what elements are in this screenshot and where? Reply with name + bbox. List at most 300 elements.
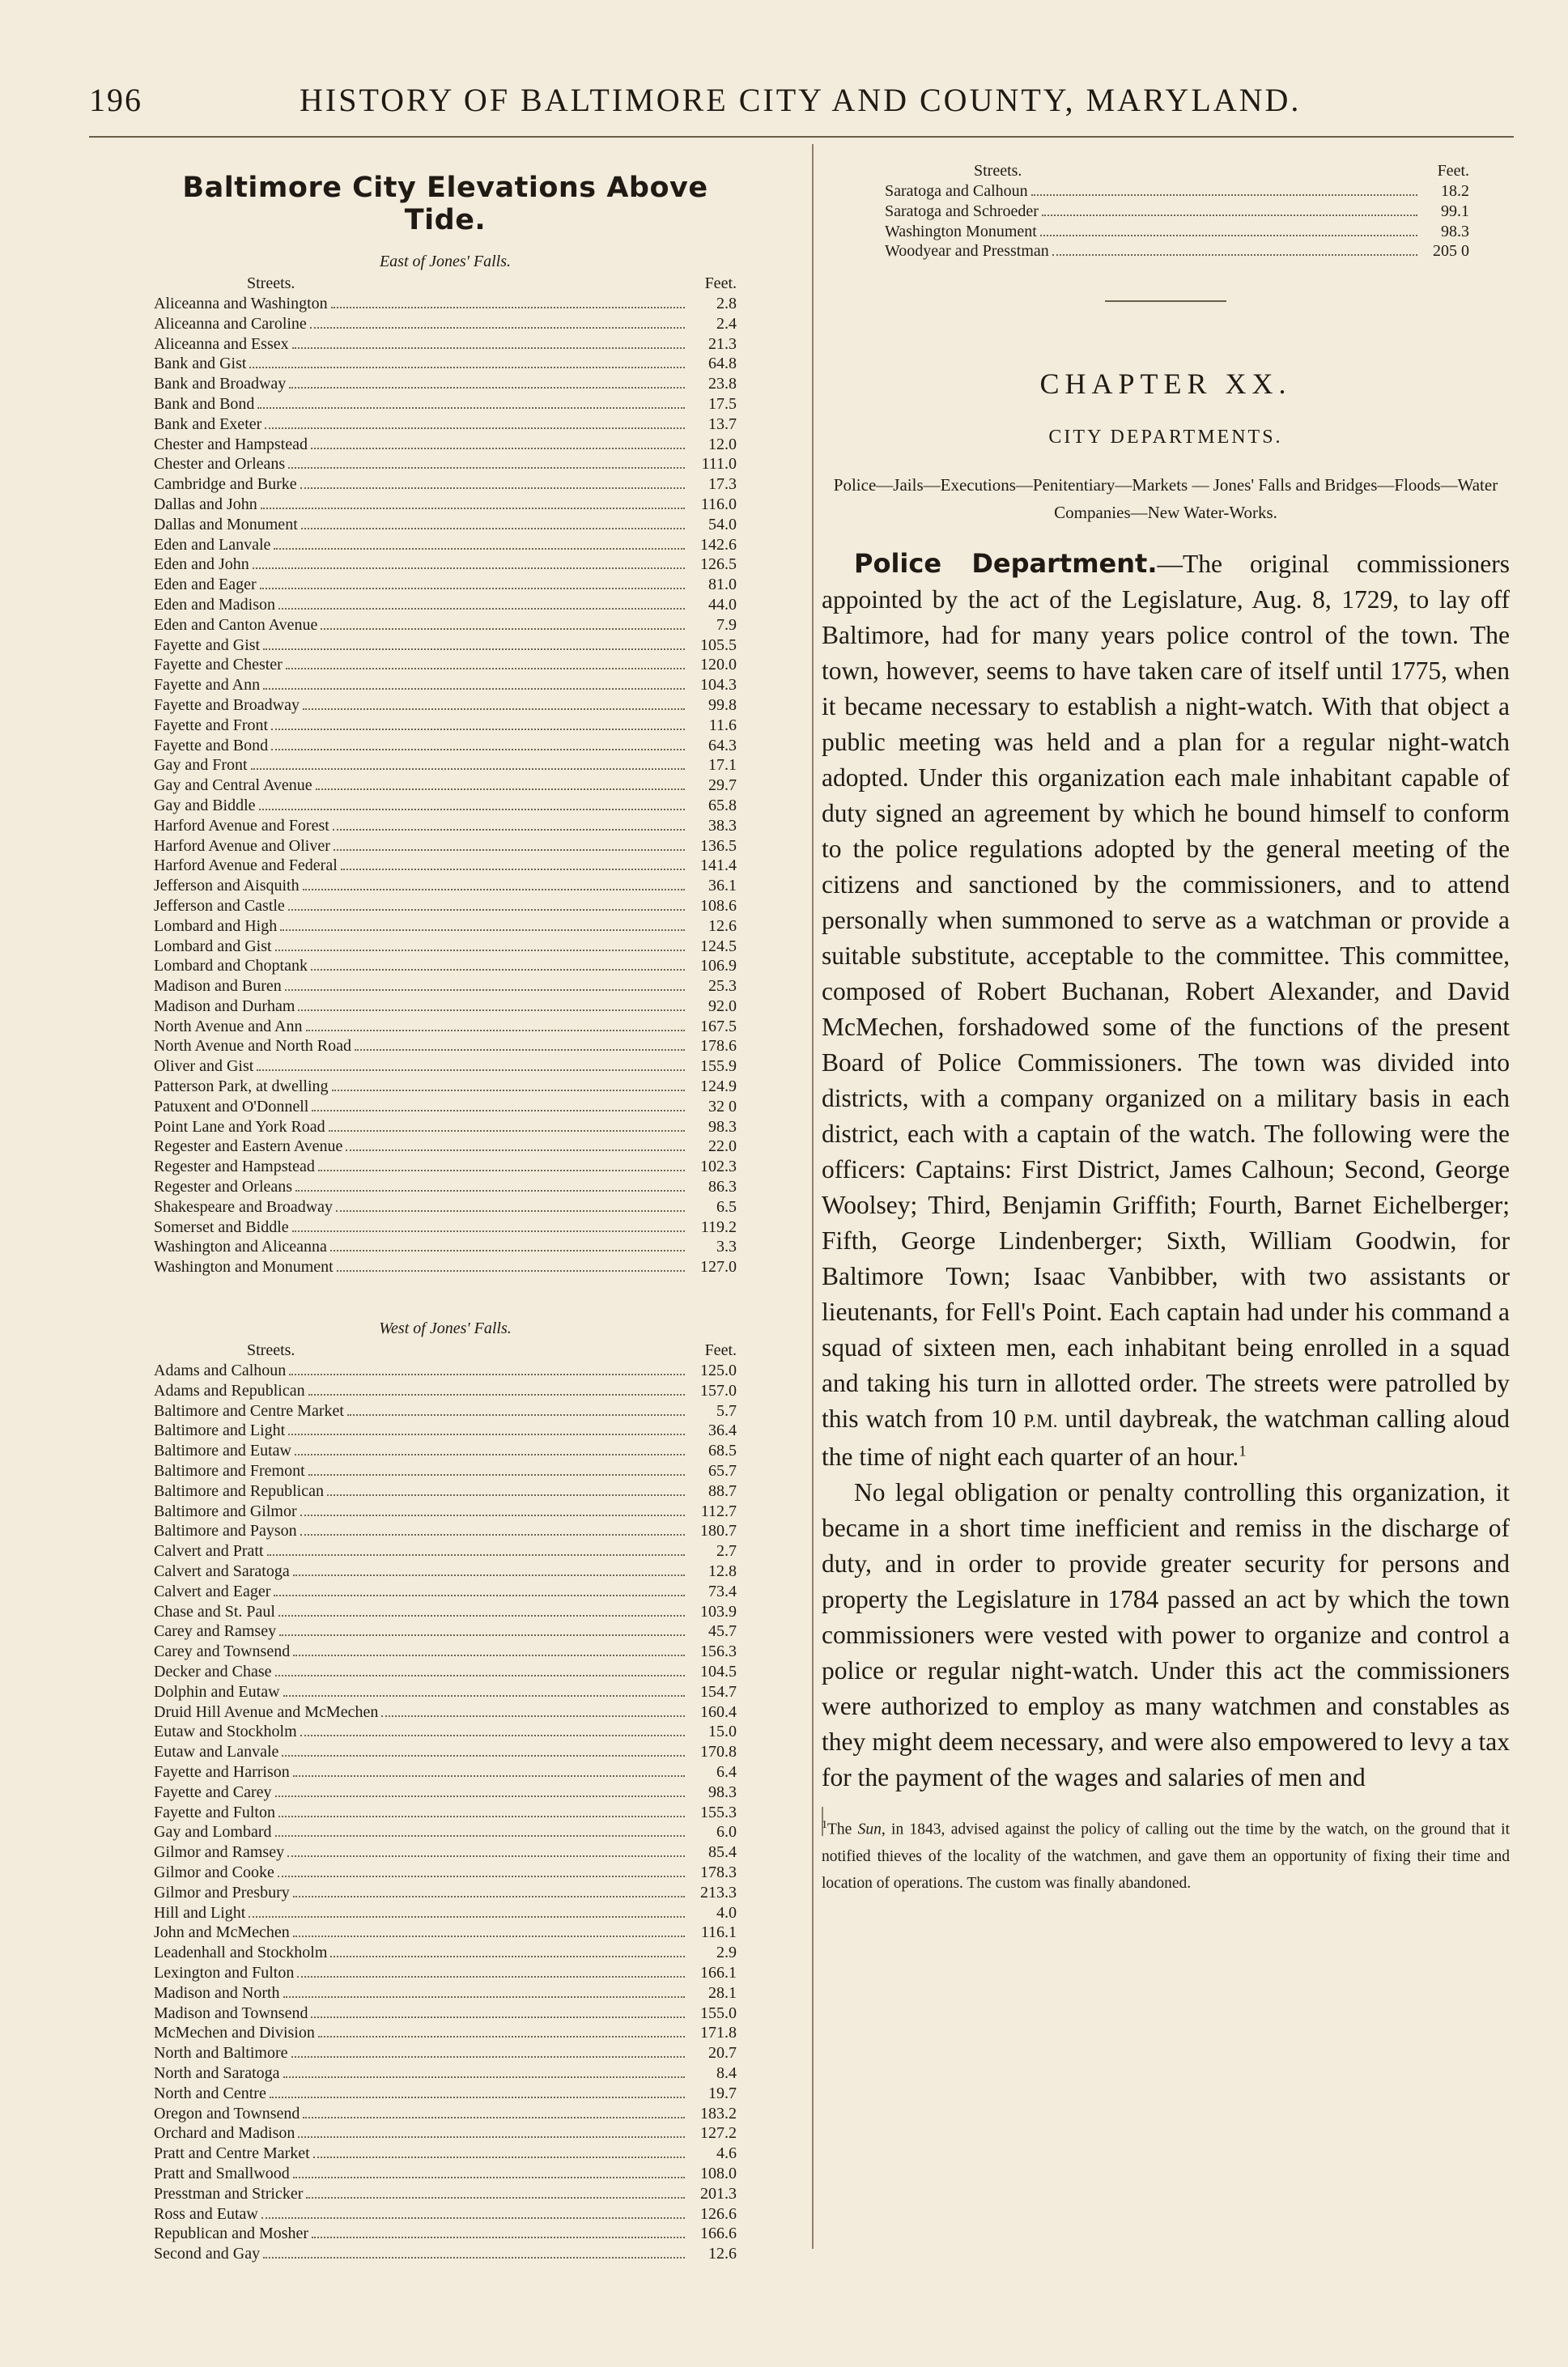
dot-leader bbox=[1042, 215, 1417, 216]
east-caption: East of Jones' Falls. bbox=[379, 253, 512, 270]
dot-leader bbox=[303, 708, 685, 710]
street-name: Gay and Central Avenue bbox=[154, 776, 312, 795]
street-name: Baltimore and Eutaw bbox=[154, 1442, 291, 1460]
dot-leader bbox=[312, 1110, 685, 1111]
body-text bbox=[822, 546, 1510, 1795]
dot-leader bbox=[306, 1030, 686, 1031]
table-row bbox=[154, 1923, 737, 1943]
table-row bbox=[154, 555, 737, 575]
street-name: North Avenue and North Road bbox=[154, 1037, 352, 1056]
table-row bbox=[154, 1401, 737, 1421]
dot-leader bbox=[1052, 254, 1417, 256]
dot-leader bbox=[283, 1996, 685, 1998]
table-row bbox=[154, 1662, 737, 1682]
elevation-feet: 126.5 bbox=[700, 555, 737, 574]
footnote-text: , in 1843, advised against the policy of calling out the time by the watch, on the ground that it notified thieves of the locality of the watchmen, and gave them an opportunity of fixing their time and location of operations. The custom was finally abandoned. bbox=[822, 1821, 1510, 1892]
elevation-feet: 155.0 bbox=[700, 2004, 737, 2022]
elevation-feet: 112.7 bbox=[700, 1502, 737, 1520]
street-name: Fayette and Bond bbox=[154, 736, 269, 754]
street-name: Harford Avenue and Federal bbox=[154, 856, 338, 875]
dot-leader bbox=[303, 2117, 685, 2118]
west-streets-header: Streets. bbox=[247, 1341, 295, 1360]
elevation-feet: 156.3 bbox=[700, 1642, 737, 1661]
street-name: Gilmor and Cooke bbox=[154, 1863, 274, 1881]
elevation-feet: 157.0 bbox=[700, 1381, 737, 1400]
street-name: Baltimore and Republican bbox=[154, 1481, 324, 1500]
street-name: Saratoga and Calhoun bbox=[885, 182, 1028, 200]
elevation-feet: 201.3 bbox=[700, 2184, 737, 2203]
street-name: Decker and Chase bbox=[154, 1663, 272, 1681]
table-row bbox=[154, 595, 737, 615]
elevation-feet: 136.5 bbox=[700, 836, 737, 855]
dot-leader bbox=[288, 1434, 685, 1435]
elevation-feet: 12.8 bbox=[708, 1562, 737, 1581]
elevation-feet: 44.0 bbox=[708, 595, 737, 614]
street-name: North Avenue and Ann bbox=[154, 1017, 303, 1035]
table-row bbox=[154, 1177, 737, 1197]
table-row bbox=[154, 2184, 737, 2204]
table-row bbox=[154, 976, 737, 997]
street-name: Baltimore and Payson bbox=[154, 1522, 297, 1540]
elevation-feet: 32 0 bbox=[708, 1097, 737, 1116]
elevation-feet: 141.4 bbox=[700, 856, 737, 875]
header-rule bbox=[89, 136, 1514, 138]
table-row bbox=[154, 314, 737, 334]
street-name: Carey and Townsend bbox=[154, 1642, 291, 1661]
table-row bbox=[154, 1137, 737, 1157]
elevation-feet: 205 0 bbox=[1433, 242, 1469, 261]
dot-leader bbox=[292, 1230, 685, 1232]
dot-leader bbox=[333, 829, 685, 831]
street-name: Second and Gay bbox=[154, 2245, 261, 2263]
table-row bbox=[154, 836, 737, 856]
elevation-feet: 167.5 bbox=[700, 1017, 737, 1035]
dot-leader bbox=[285, 989, 685, 991]
dot-leader bbox=[330, 1250, 685, 1251]
dot-leader bbox=[282, 1755, 685, 1757]
dot-leader bbox=[253, 567, 685, 569]
elevation-feet: 88.7 bbox=[708, 1481, 737, 1500]
dot-leader bbox=[263, 688, 685, 690]
street-name: McMechen and Division bbox=[154, 2024, 315, 2042]
section-lead-in: Police Department. bbox=[854, 548, 1158, 580]
table-row bbox=[154, 1983, 737, 2004]
street-name: Fayette and Harrison bbox=[154, 1762, 290, 1781]
right-column bbox=[822, 162, 1510, 1897]
dot-leader bbox=[271, 749, 685, 750]
table-row bbox=[154, 535, 737, 555]
elevation-feet: 170.8 bbox=[700, 1743, 737, 1761]
elevation-feet: 126.6 bbox=[700, 2204, 737, 2223]
table-row bbox=[885, 202, 1469, 222]
street-name: Pratt and Smallwood bbox=[154, 2164, 290, 2182]
table-row bbox=[154, 695, 737, 716]
elevation-feet: 2.8 bbox=[716, 295, 737, 312]
elevation-feet: 65.8 bbox=[708, 796, 737, 814]
street-name: Gay and Biddle bbox=[154, 796, 256, 814]
dot-leader bbox=[298, 2136, 685, 2138]
dot-leader bbox=[318, 1170, 685, 1171]
street-name: Jefferson and Aisquith bbox=[154, 877, 300, 895]
dot-leader bbox=[274, 548, 685, 550]
dot-leader bbox=[293, 1775, 685, 1777]
column-divider bbox=[812, 144, 814, 2249]
street-name: Bank and Gist bbox=[154, 355, 247, 373]
street-name: Fayette and Gist bbox=[154, 635, 261, 654]
street-name: Oliver and Gist bbox=[154, 1057, 254, 1076]
street-name: Eden and John bbox=[154, 555, 249, 574]
table-row bbox=[154, 876, 737, 896]
elevation-feet: 5.7 bbox=[716, 1401, 737, 1420]
street-name: Oregon and Townsend bbox=[154, 2104, 300, 2123]
elevation-feet: 124.5 bbox=[700, 937, 737, 955]
street-name: John and McMechen bbox=[154, 1923, 290, 1942]
elevation-feet: 17.3 bbox=[708, 475, 737, 494]
table-row bbox=[154, 414, 737, 435]
table-row bbox=[154, 474, 737, 495]
dot-leader bbox=[292, 347, 685, 349]
street-name: Baltimore and Fremont bbox=[154, 1462, 305, 1481]
street-name: Gilmor and Presbury bbox=[154, 1883, 290, 1902]
dot-leader bbox=[259, 809, 685, 810]
elevation-feet: 127.2 bbox=[700, 2124, 737, 2143]
table-row bbox=[154, 896, 737, 916]
elevation-feet: 111.0 bbox=[701, 455, 737, 474]
elevation-feet: 38.3 bbox=[708, 816, 737, 835]
table-row bbox=[885, 181, 1469, 202]
table-row bbox=[154, 2004, 737, 2024]
elevation-feet: 166.1 bbox=[700, 1963, 737, 1982]
dot-leader bbox=[279, 1634, 685, 1636]
street-name: Gay and Front bbox=[154, 756, 248, 775]
table-row bbox=[154, 856, 737, 876]
dot-leader bbox=[278, 1816, 685, 1817]
table-row bbox=[154, 655, 737, 675]
dot-leader bbox=[355, 1049, 685, 1051]
dot-leader bbox=[289, 1374, 685, 1375]
elevation-feet: 178.6 bbox=[700, 1037, 737, 1056]
street-name: Eden and Madison bbox=[154, 595, 275, 614]
table-row bbox=[154, 816, 737, 836]
table-row bbox=[154, 1521, 737, 1541]
elevation-feet: 8.4 bbox=[716, 2063, 737, 2082]
dot-leader bbox=[280, 929, 685, 931]
street-name: Orchard and Madison bbox=[154, 2124, 295, 2143]
elevation-feet: 98.3 bbox=[708, 1783, 737, 1801]
table-row bbox=[154, 2204, 737, 2225]
dot-leader bbox=[381, 1715, 685, 1717]
elevation-feet: 119.2 bbox=[700, 1217, 737, 1236]
elevation-feet: 81.0 bbox=[708, 576, 737, 594]
elevation-feet: 171.8 bbox=[700, 2024, 737, 2042]
elevation-feet: 11.6 bbox=[708, 716, 737, 734]
dot-leader bbox=[263, 2257, 685, 2259]
table-row bbox=[154, 1381, 737, 1401]
table-row bbox=[154, 916, 737, 937]
street-name: Chase and St. Paul bbox=[154, 1602, 275, 1621]
table-row bbox=[154, 1237, 737, 1257]
street-name: Regester and Hampstead bbox=[154, 1158, 315, 1176]
table-row bbox=[154, 1017, 737, 1037]
table-row bbox=[154, 2144, 737, 2164]
street-name: Adams and Republican bbox=[154, 1381, 305, 1400]
dot-leader bbox=[274, 1595, 685, 1596]
dot-leader bbox=[311, 448, 685, 449]
dot-leader bbox=[301, 528, 685, 529]
dot-leader bbox=[331, 307, 685, 308]
footnote-text: The bbox=[827, 1821, 858, 1838]
elevation-feet: 36.1 bbox=[708, 877, 737, 895]
dot-leader bbox=[257, 407, 685, 409]
elevation-feet: 54.0 bbox=[708, 515, 737, 533]
elevation-feet: 45.7 bbox=[708, 1622, 737, 1641]
street-name: Lombard and High bbox=[154, 916, 278, 935]
street-name: Fayette and Fulton bbox=[154, 1803, 275, 1821]
elevation-feet: 86.3 bbox=[708, 1178, 737, 1196]
dot-leader bbox=[297, 1976, 685, 1978]
dot-leader bbox=[275, 1835, 685, 1837]
elevation-feet: 108.0 bbox=[700, 2164, 737, 2182]
table-row bbox=[154, 956, 737, 976]
street-name: Fayette and Carey bbox=[154, 1783, 272, 1801]
table-row bbox=[154, 1582, 737, 1602]
street-name: Baltimore and Gilmor bbox=[154, 1502, 297, 1520]
table-row bbox=[154, 2104, 737, 2124]
continued-column-headers bbox=[885, 162, 1469, 181]
dot-leader bbox=[306, 2197, 685, 2199]
dot-leader bbox=[312, 2237, 685, 2238]
elevation-feet: 3.3 bbox=[716, 1238, 737, 1256]
street-name: Eden and Eager bbox=[154, 576, 257, 594]
street-name: Bank and Exeter bbox=[154, 414, 262, 433]
elevation-feet: 166.6 bbox=[700, 2225, 737, 2243]
street-name: Regester and Eastern Avenue bbox=[154, 1137, 343, 1156]
elevation-feet: 103.9 bbox=[700, 1602, 737, 1621]
footnote bbox=[822, 1812, 1510, 1897]
street-name: Bank and Broadway bbox=[154, 375, 287, 393]
elevation-feet: 18.2 bbox=[1441, 182, 1469, 200]
table-row bbox=[154, 2164, 737, 2184]
street-name: Republican and Mosher bbox=[154, 2225, 309, 2243]
dot-leader bbox=[308, 1394, 685, 1396]
street-name: Lombard and Choptank bbox=[154, 957, 308, 975]
street-name: Bank and Bond bbox=[154, 394, 255, 413]
table-row bbox=[154, 374, 737, 394]
street-name: Aliceanna and Caroline bbox=[154, 314, 307, 333]
dot-leader bbox=[278, 608, 685, 610]
street-name: North and Centre bbox=[154, 2084, 266, 2102]
elevation-feet: 85.4 bbox=[708, 1843, 737, 1862]
dot-leader bbox=[257, 1069, 685, 1071]
elevation-feet: 64.8 bbox=[708, 355, 737, 373]
elevation-feet: 22.0 bbox=[708, 1137, 737, 1156]
elevation-feet: 7.9 bbox=[716, 615, 737, 634]
table-row bbox=[154, 1541, 737, 1562]
elevation-feet: 104.3 bbox=[700, 676, 737, 695]
west-column-headers bbox=[154, 1341, 737, 1361]
dot-leader bbox=[275, 950, 685, 951]
street-name: Madison and Townsend bbox=[154, 2004, 308, 2022]
table-row bbox=[154, 755, 737, 776]
dot-leader bbox=[341, 869, 685, 870]
elevation-feet: 108.6 bbox=[700, 896, 737, 915]
elevation-feet: 4.6 bbox=[716, 2144, 737, 2163]
table-row bbox=[154, 1461, 737, 1481]
west-caption: West of Jones' Falls. bbox=[379, 1319, 512, 1338]
elevation-feet: 2.9 bbox=[716, 1944, 737, 1962]
dot-leader bbox=[1031, 194, 1417, 196]
dot-leader bbox=[267, 1554, 685, 1556]
street-name: Baltimore and Centre Market bbox=[154, 1401, 344, 1420]
elevation-feet: 19.7 bbox=[708, 2084, 737, 2102]
elevation-feet: 6.0 bbox=[716, 1823, 737, 1842]
street-name: Woodyear and Presstman bbox=[885, 242, 1049, 261]
elevation-feet: 154.7 bbox=[700, 1682, 737, 1701]
dot-leader bbox=[293, 1936, 685, 1937]
street-name: Gilmor and Ramsey bbox=[154, 1843, 285, 1862]
table-row bbox=[154, 937, 737, 957]
street-name: Washington Monument bbox=[885, 222, 1037, 240]
table-row bbox=[154, 1217, 737, 1238]
elevation-feet: 98.3 bbox=[1441, 222, 1469, 240]
table-row bbox=[154, 1441, 737, 1461]
street-name: North and Saratoga bbox=[154, 2063, 280, 2082]
table-row bbox=[154, 1963, 737, 1983]
dot-leader bbox=[337, 1270, 685, 1272]
elevation-feet: 12.6 bbox=[708, 2245, 737, 2263]
page-header bbox=[89, 74, 1481, 123]
street-name: Lexington and Fulton bbox=[154, 1963, 295, 1982]
table-row bbox=[154, 1157, 737, 1177]
table-row bbox=[154, 1722, 737, 1742]
table-row bbox=[154, 675, 737, 695]
table-row bbox=[154, 1602, 737, 1622]
elevation-feet: 99.8 bbox=[708, 695, 737, 714]
elevation-feet: 25.3 bbox=[708, 977, 737, 996]
street-name: Washington and Monument bbox=[154, 1258, 334, 1277]
street-name: Harford Avenue and Oliver bbox=[154, 836, 330, 855]
dot-leader bbox=[313, 2157, 685, 2158]
elevation-feet: 65.7 bbox=[708, 1462, 737, 1481]
dot-leader bbox=[1040, 235, 1417, 236]
elevation-feet: 29.7 bbox=[708, 776, 737, 795]
street-name: Adams and Calhoun bbox=[154, 1362, 287, 1380]
dot-leader bbox=[291, 2056, 685, 2058]
dot-leader bbox=[293, 1655, 685, 1656]
street-name: Madison and North bbox=[154, 1983, 280, 2002]
street-name: Jefferson and Castle bbox=[154, 896, 285, 915]
east-feet-header: Feet. bbox=[704, 274, 737, 292]
elevation-feet: 12.6 bbox=[708, 916, 737, 935]
table-row bbox=[154, 1421, 737, 1441]
table-row bbox=[154, 1742, 737, 1762]
street-name: Druid Hill Avenue and McMechen bbox=[154, 1702, 379, 1721]
table-row bbox=[154, 1197, 737, 1217]
table-row bbox=[154, 1883, 737, 1903]
elevation-feet: 13.7 bbox=[708, 414, 737, 433]
street-name: Eutaw and Lanvale bbox=[154, 1743, 279, 1761]
elevation-feet: 116.1 bbox=[700, 1923, 737, 1942]
street-name: Cambridge and Burke bbox=[154, 475, 297, 494]
dot-leader bbox=[270, 2097, 685, 2098]
footnote-reference[interactable]: 1 bbox=[1239, 1443, 1247, 1460]
table-row bbox=[154, 2063, 737, 2084]
street-name: Chester and Hampstead bbox=[154, 435, 308, 453]
dot-leader bbox=[261, 2217, 685, 2219]
dot-leader bbox=[283, 2076, 685, 2078]
dot-leader bbox=[278, 1615, 685, 1617]
paragraph-text: until daybreak, the watchman calling aloud the time of night each quarter of an hour. bbox=[822, 1404, 1510, 1472]
street-name: Calvert and Eager bbox=[154, 1582, 271, 1600]
table-row bbox=[154, 635, 737, 656]
table-row bbox=[154, 716, 737, 736]
table-row bbox=[154, 2123, 737, 2144]
elevation-feet: 120.0 bbox=[700, 656, 737, 674]
table-row bbox=[154, 394, 737, 414]
dot-leader bbox=[271, 729, 685, 730]
dot-leader bbox=[288, 467, 685, 469]
dot-leader bbox=[288, 909, 685, 911]
elevation-feet: 17.1 bbox=[708, 756, 737, 775]
street-name: Patuxent and O'Donnell bbox=[154, 1097, 309, 1116]
street-name: Dolphin and Eutaw bbox=[154, 1682, 280, 1701]
continued-elevation-rows bbox=[885, 181, 1469, 261]
elevation-feet: 213.3 bbox=[700, 1883, 737, 1902]
elevation-feet: 64.3 bbox=[708, 736, 737, 754]
elevation-feet: 160.4 bbox=[700, 1702, 737, 1721]
dot-leader bbox=[327, 1494, 685, 1496]
dot-leader bbox=[303, 889, 685, 890]
elevation-feet: 106.9 bbox=[700, 957, 737, 975]
running-title: HISTORY OF BALTIMORE CITY AND COUNTY, MARYLAND. bbox=[300, 82, 1302, 118]
dot-leader bbox=[332, 1090, 685, 1091]
street-name: Aliceanna and Essex bbox=[154, 334, 289, 353]
table-row bbox=[154, 1036, 737, 1056]
street-name: Somerset and Biddle bbox=[154, 1217, 289, 1236]
dot-leader bbox=[251, 768, 685, 770]
dot-leader bbox=[308, 1474, 685, 1476]
street-name: Hill and Light bbox=[154, 1903, 246, 1922]
street-name: Fayette and Ann bbox=[154, 676, 261, 695]
dot-leader bbox=[329, 1130, 685, 1132]
elevation-feet: 125.0 bbox=[700, 1362, 737, 1380]
time-abbrev: P.M. bbox=[1023, 1411, 1058, 1432]
table-row bbox=[154, 1863, 737, 1883]
dot-leader bbox=[300, 1534, 685, 1536]
table-row bbox=[154, 1943, 737, 1963]
street-name: Dallas and John bbox=[154, 495, 257, 513]
elevation-feet: 102.3 bbox=[700, 1158, 737, 1176]
elevation-feet: 183.2 bbox=[700, 2104, 737, 2123]
dot-leader bbox=[310, 327, 685, 329]
street-name: Dallas and Monument bbox=[154, 515, 298, 533]
street-name: Fayette and Front bbox=[154, 716, 269, 734]
street-name: Fayette and Broadway bbox=[154, 695, 300, 714]
dot-leader bbox=[287, 1855, 685, 1857]
east-elevation-table bbox=[154, 294, 737, 1277]
table-row bbox=[885, 241, 1469, 261]
table-row bbox=[154, 1702, 737, 1723]
street-name: Washington and Aliceanna bbox=[154, 1238, 327, 1256]
street-name: Patterson Park, at dwelling bbox=[154, 1077, 329, 1096]
table-row bbox=[154, 435, 737, 455]
table-row bbox=[154, 615, 737, 635]
elevation-feet: 105.5 bbox=[700, 635, 737, 654]
west-feet-header: Feet. bbox=[704, 1341, 737, 1360]
table-row bbox=[154, 796, 737, 816]
elevation-feet: 12.0 bbox=[708, 435, 737, 453]
table-row bbox=[154, 1361, 737, 1381]
